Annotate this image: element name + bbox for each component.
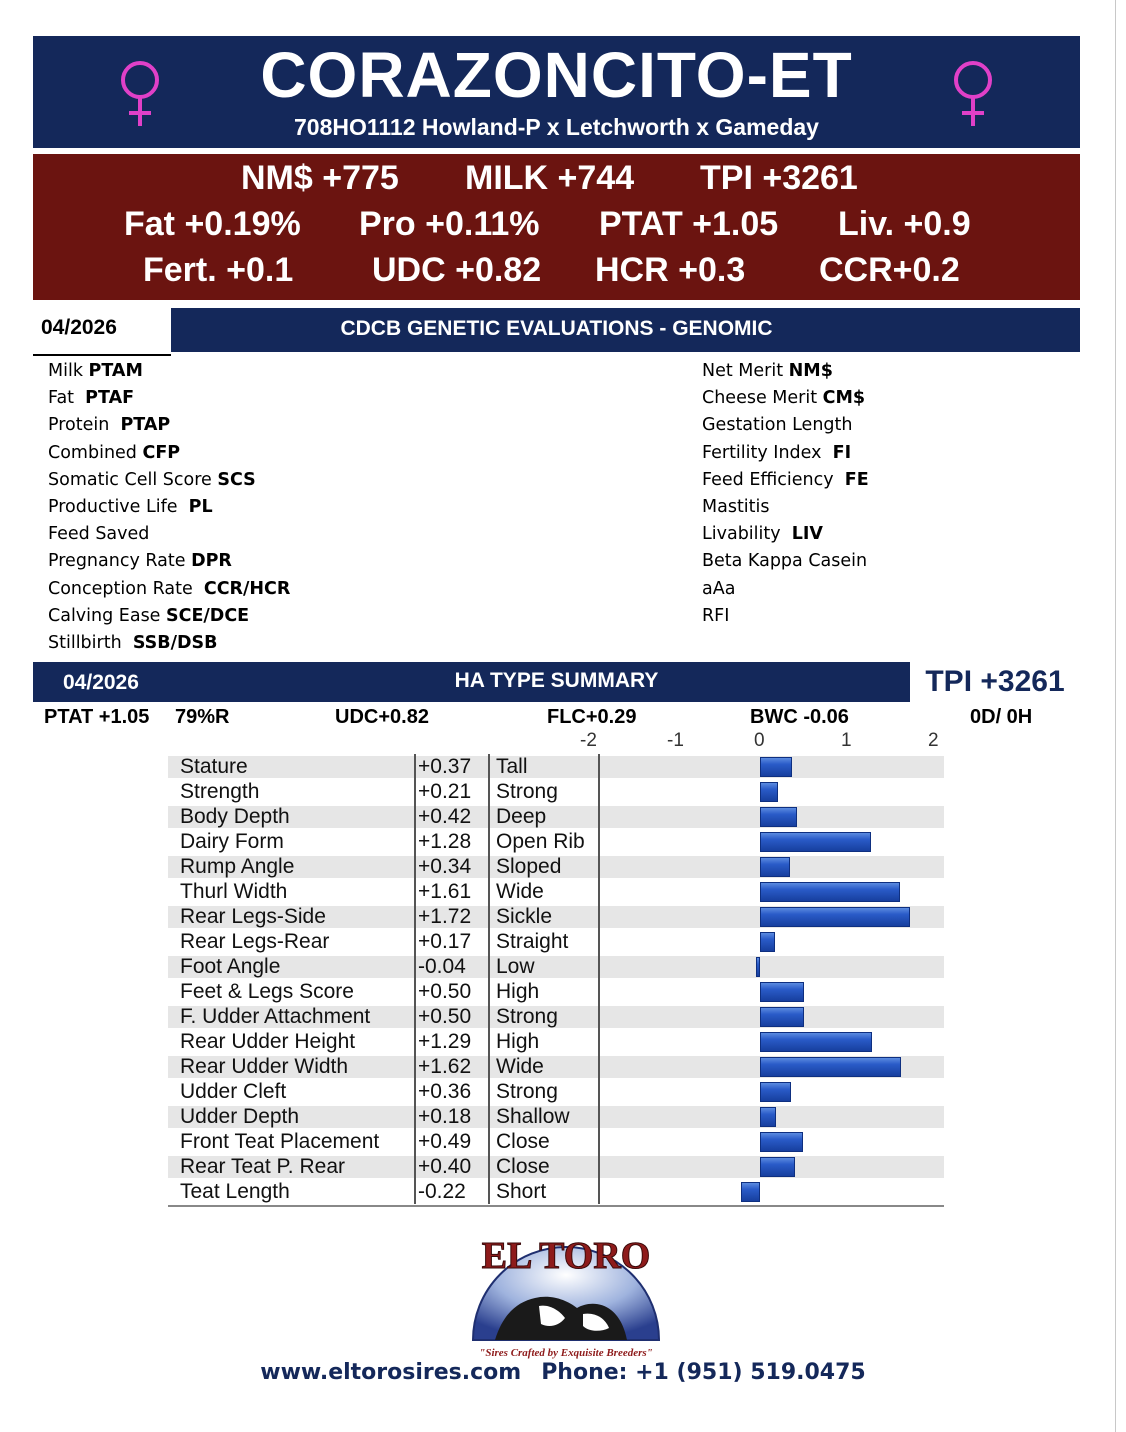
eval-label-text: Beta Kappa Casein	[702, 551, 868, 572]
trait-descriptor: Low	[496, 955, 535, 978]
trait-bar	[760, 857, 790, 877]
trait-bar	[760, 882, 900, 902]
trait-bar	[760, 832, 871, 852]
eval-label	[48, 523, 149, 545]
eval-abbr: PTAF	[85, 388, 135, 409]
trait-name: Udder Depth	[180, 1105, 300, 1128]
daughters-herds: 0D/ 0H	[970, 706, 1033, 728]
trait-value: -0.04	[418, 955, 466, 978]
eval-label-text: Livability	[702, 524, 792, 545]
trait-value: +1.62	[418, 1055, 472, 1078]
trait-bar	[760, 1157, 795, 1177]
trait-bar	[760, 782, 778, 802]
trait-name: Front Teat Placement	[180, 1130, 380, 1153]
trait-bar	[760, 1082, 791, 1102]
trait-bar	[760, 1132, 803, 1152]
trait-descriptor: High	[496, 980, 540, 1003]
trait-descriptor: Tall	[496, 755, 528, 778]
descriptor-separator-line	[488, 754, 490, 1204]
proof-udc: UDC +0.82	[372, 251, 542, 289]
phone-number: Phone: +1 (951) 519.0475	[541, 1360, 866, 1385]
trait-name: Teat Length	[180, 1180, 290, 1203]
trait-row	[168, 829, 944, 854]
sire-pedigree: 708HO1112 Howland-P x Letchworth x Gameday	[294, 114, 819, 140]
trait-row	[168, 1054, 944, 1079]
eval-abbr: PTAP	[120, 415, 171, 436]
trait-value: +1.61	[418, 880, 472, 903]
eval-abbr: SCE/DCE	[166, 605, 250, 626]
eval-label-text: Cheese Merit	[702, 388, 823, 409]
eval-abbr: PTAM	[88, 361, 143, 381]
trait-value: +1.72	[418, 905, 472, 928]
trait-descriptor: Short	[496, 1180, 547, 1203]
trait-value: +0.34	[418, 855, 472, 878]
trait-row	[168, 929, 944, 954]
trait-bar	[756, 957, 760, 977]
trait-name: Rear Teat P. Rear	[180, 1155, 345, 1178]
trait-bar	[760, 807, 797, 827]
eval-label-text: Net Merit	[702, 361, 789, 381]
page-edge-line	[1115, 0, 1116, 1432]
trait-descriptor: Deep	[496, 805, 547, 828]
eval-label-text: RFI	[702, 605, 730, 626]
eval-label-text: Somatic Cell Score	[48, 469, 218, 490]
trait-value: +0.18	[418, 1105, 472, 1128]
trait-bar	[760, 907, 910, 927]
trait-name: Rump Angle	[180, 855, 295, 878]
eval-abbr: CFP	[142, 442, 181, 463]
trait-bar	[760, 1057, 901, 1077]
trait-bar	[760, 1107, 776, 1127]
eval-label	[702, 469, 869, 491]
type-date: 04/2026	[63, 671, 139, 694]
proof-pro: Pro +0.11%	[359, 205, 540, 243]
website-link[interactable]: www.eltorosires.com	[260, 1360, 522, 1385]
eval-abbr: NM$	[788, 361, 833, 381]
trait-descriptor: Close	[496, 1130, 550, 1153]
chart-baseline	[168, 1205, 944, 1207]
flc-value: FLC+0.29	[547, 706, 637, 728]
trait-descriptor: Shallow	[496, 1105, 570, 1128]
sire-name: CORAZONCITO-ET	[260, 39, 853, 111]
eval-label	[48, 360, 143, 382]
bar-area-separator-line	[598, 754, 600, 1204]
eval-abbr: SCS	[217, 469, 256, 490]
eval-label-text: Conception Rate	[48, 578, 204, 599]
trait-row	[168, 879, 944, 904]
el-toro-logo	[455, 1222, 677, 1362]
trait-name: Rear Udder Width	[180, 1055, 349, 1078]
trait-value: +0.40	[418, 1155, 472, 1178]
trait-value: -0.22	[418, 1180, 466, 1203]
proof-tpi: TPI +3261	[700, 159, 858, 197]
trait-descriptor: Wide	[496, 880, 544, 903]
trait-descriptor: High	[496, 1030, 540, 1053]
value-separator-line	[414, 754, 416, 1204]
eval-label-text: Mastitis	[702, 497, 770, 517]
eval-label-text: Feed Saved	[48, 524, 150, 545]
eval-label-text: Stillbirth	[48, 633, 133, 653]
eval-label	[48, 442, 180, 464]
ptat-reliability: 79%R	[175, 706, 230, 728]
eval-label-text: Fertility Index	[702, 442, 833, 463]
eval-label	[702, 523, 823, 545]
trait-name: F. Udder Attachment	[180, 1005, 371, 1028]
eval-abbr: FE	[844, 469, 869, 490]
proof-hcr: HCR +0.3	[595, 251, 746, 289]
eval-label	[702, 414, 852, 436]
key-proofs-box	[33, 154, 1080, 300]
proof-milk: MILK +744	[465, 159, 635, 197]
trait-name: Body Depth	[180, 805, 290, 828]
eval-label	[48, 550, 232, 572]
eval-label	[48, 496, 213, 518]
trait-value: +0.36	[418, 1080, 472, 1103]
trait-descriptor: Strong	[496, 1005, 558, 1028]
trait-bar	[741, 1182, 760, 1202]
trait-name: Feet & Legs Score	[180, 980, 354, 1003]
eval-label	[702, 360, 833, 382]
trait-name: Dairy Form	[180, 830, 284, 853]
trait-bar	[760, 982, 804, 1002]
proof-nm: NM$ +775	[241, 159, 399, 197]
trait-value: +0.21	[418, 780, 472, 803]
eval-label-text: Protein	[48, 415, 121, 436]
proof-ptat: PTAT +1.05	[599, 205, 779, 243]
eval-label	[702, 605, 729, 627]
logo-tagline: "Sires Crafted by Exquisite Breeders"	[479, 1347, 653, 1359]
trait-name: Rear Udder Height	[180, 1030, 356, 1053]
eval-label	[48, 469, 256, 491]
eval-label	[48, 605, 249, 627]
eval-label	[48, 414, 170, 436]
type-tpi: TPI +3261	[910, 662, 1080, 702]
proof-fert: Fert. +0.1	[143, 251, 294, 289]
row-shading	[168, 756, 944, 778]
eval-label-text: Milk	[48, 361, 89, 381]
trait-value: +0.37	[418, 755, 472, 778]
trait-descriptor: Sickle	[496, 905, 553, 928]
trait-descriptor: Straight	[496, 930, 569, 953]
genomic-title: CDCB GENETIC EVALUATIONS - GENOMIC	[340, 317, 773, 340]
trait-bar	[760, 1007, 804, 1027]
eval-label-text: Productive Life	[48, 497, 189, 517]
type-title: HA TYPE SUMMARY	[454, 669, 659, 692]
eval-abbr: CM$	[822, 388, 866, 409]
axis-tick-label: -1	[667, 730, 684, 751]
eval-label	[702, 442, 851, 464]
eval-label	[48, 387, 134, 409]
trait-bar	[760, 1032, 872, 1052]
eval-abbr: PL	[188, 497, 213, 517]
trait-descriptor: Close	[496, 1155, 550, 1178]
axis-tick-label: 0	[754, 730, 765, 751]
eval-label-text: Calving Ease	[48, 605, 167, 626]
trait-row	[168, 854, 944, 879]
udc-value: UDC+0.82	[335, 706, 429, 728]
linear-trait-chart	[168, 728, 950, 1208]
trait-value: +0.50	[418, 1005, 472, 1028]
eval-label	[702, 550, 867, 572]
trait-value: +0.17	[418, 930, 472, 953]
ptat-value: PTAT +1.05	[44, 706, 150, 728]
trait-bar	[760, 757, 792, 777]
trait-value: +0.42	[418, 805, 472, 828]
trait-row	[168, 804, 944, 829]
eval-label	[702, 496, 770, 518]
proof-fat: Fat +0.19%	[124, 205, 301, 243]
bwc-value: BWC -0.06	[750, 706, 849, 728]
eval-abbr: SSB/DSB	[132, 633, 218, 653]
trait-row	[168, 754, 944, 779]
eval-label-text: Pregnancy Rate	[48, 551, 192, 572]
eval-label-text: aAa	[702, 578, 736, 599]
trait-value: +0.49	[418, 1130, 472, 1153]
trait-name: Rear Legs-Side	[180, 905, 326, 928]
eval-abbr: CCR/HCR	[203, 578, 291, 599]
trait-bar	[760, 932, 775, 952]
type-summary-bar	[33, 662, 1080, 702]
eval-label	[702, 578, 735, 600]
trait-row	[168, 1154, 944, 1179]
row-shading	[168, 956, 944, 978]
female-symbol-icon	[948, 56, 998, 136]
eval-label	[48, 578, 290, 600]
trait-descriptor: Strong	[496, 780, 558, 803]
trait-row	[168, 1104, 944, 1129]
eval-label-text: Fat	[48, 388, 86, 409]
trait-descriptor: Open Rib	[496, 830, 585, 853]
eval-label-text: Gestation Length	[702, 415, 853, 436]
genomic-section-bar	[33, 308, 1080, 352]
proof-liv: Liv. +0.9	[838, 205, 971, 243]
proof-ccr: CCR+0.2	[819, 251, 960, 289]
trait-value: +1.29	[418, 1030, 472, 1053]
trait-row	[168, 1079, 944, 1104]
logo-brand-text: EL TORO	[481, 1235, 651, 1277]
eval-label	[48, 632, 217, 654]
axis-tick-label: 2	[928, 730, 939, 751]
trait-value: +1.28	[418, 830, 472, 853]
trait-row	[168, 1179, 944, 1204]
sire-header	[33, 36, 1080, 148]
trait-name: Foot Angle	[180, 955, 281, 978]
trait-value: +0.50	[418, 980, 472, 1003]
trait-name: Thurl Width	[180, 880, 288, 903]
trait-row	[168, 779, 944, 804]
eval-label	[702, 387, 865, 409]
genomic-date: 04/2026	[41, 316, 117, 339]
trait-row	[168, 904, 944, 929]
trait-row	[168, 979, 944, 1004]
trait-name: Stature	[180, 755, 248, 778]
axis-tick-label: 1	[841, 730, 852, 751]
eval-abbr: LIV	[791, 524, 823, 545]
eval-label-text: Combined	[48, 442, 143, 463]
trait-name: Rear Legs-Rear	[180, 930, 330, 953]
trait-row	[168, 954, 944, 979]
contact-footer	[0, 1360, 1126, 1385]
trait-row	[168, 1004, 944, 1029]
eval-label-text: Feed Efficiency	[702, 469, 845, 490]
trait-row	[168, 1129, 944, 1154]
trait-descriptor: Sloped	[496, 855, 562, 878]
eval-abbr: DPR	[191, 551, 232, 572]
eval-abbr: FI	[832, 442, 852, 463]
trait-row	[168, 1029, 944, 1054]
trait-descriptor: Wide	[496, 1055, 544, 1078]
trait-name: Udder Cleft	[180, 1080, 287, 1103]
trait-descriptor: Strong	[496, 1080, 558, 1103]
trait-name: Strength	[180, 780, 260, 803]
axis-tick-label: -2	[580, 730, 597, 751]
